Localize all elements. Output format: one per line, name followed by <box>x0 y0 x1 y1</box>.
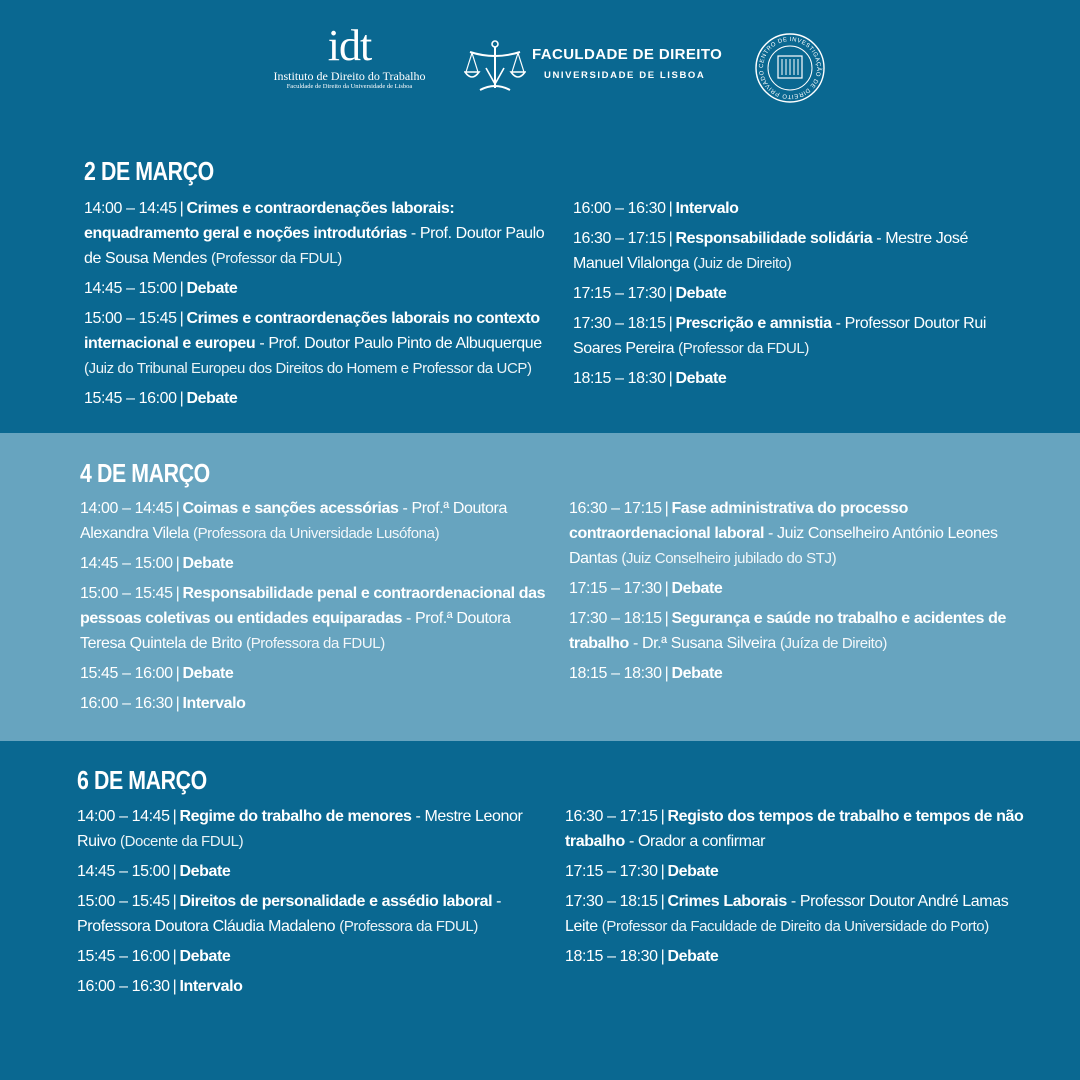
faculdade-direito-title: FACULDADE DE DIREITO <box>532 46 723 63</box>
session-title: Debate <box>186 390 238 407</box>
schedule-item <box>569 496 1019 571</box>
session-title: Regime do trabalho de menores <box>179 808 412 825</box>
session-speaker: - Juiz Conselheiro António Leones Dantas <box>569 525 998 567</box>
session-speaker: - Professor Doutor André Lamas Leite <box>565 893 1009 935</box>
separator-bar: | <box>668 230 673 247</box>
schedule-item <box>565 944 1025 969</box>
session-title: Intervalo <box>182 695 246 712</box>
session-title: Responsabilidade penal e contraordenacional das pessoas coletivas ou entidades equiparadas <box>80 585 546 627</box>
session-time: 17:30 – 18:15 <box>569 610 662 627</box>
schedule-right-column <box>569 496 1019 691</box>
separator-bar: | <box>660 893 665 910</box>
schedule-item <box>569 661 1019 686</box>
schedule-item <box>84 276 554 301</box>
session-time: 16:00 – 16:30 <box>77 978 170 995</box>
schedule-item <box>77 944 537 969</box>
speaker-affiliation: (Juiz Conselheiro jubilado do STJ) <box>621 550 837 567</box>
separator-bar: | <box>664 500 669 517</box>
day-section-6-marco <box>0 741 1080 1080</box>
session-time: 16:00 – 16:30 <box>80 695 173 712</box>
schedule-item <box>84 386 554 411</box>
session-time: 16:30 – 17:15 <box>565 808 658 825</box>
separator-bar: | <box>172 808 177 825</box>
speaker-affiliation: (Professora da FDUL) <box>339 918 478 935</box>
schedule-left-column <box>77 804 537 1004</box>
schedule-item <box>569 606 1019 656</box>
session-title: Debate <box>182 555 234 572</box>
separator-bar: | <box>668 370 673 387</box>
session-title: Direitos de personalidade e assédio laboral <box>179 893 493 910</box>
day-title: 4 DE MARÇO <box>80 458 210 488</box>
session-title: Intervalo <box>179 978 243 995</box>
cidp-ring-text: CENTRO DE INVESTIGAÇÃO DE DIREITO PRIVADO <box>758 36 822 100</box>
session-time: 18:15 – 18:30 <box>565 948 658 965</box>
speaker-affiliation: (Juiz de Direito) <box>693 255 792 272</box>
separator-bar: | <box>175 665 180 682</box>
separator-bar: | <box>664 665 669 682</box>
session-time: 15:45 – 16:00 <box>84 390 177 407</box>
session-speaker: - Prof.ª Doutora Alexandra Vilela <box>80 500 507 542</box>
session-speaker: - Mestre José Manuel Vilalonga <box>573 230 968 272</box>
session-title: Debate <box>186 280 238 297</box>
separator-bar: | <box>660 948 665 965</box>
schedule-item <box>80 691 555 716</box>
session-title: Crimes Laborais <box>667 893 787 910</box>
separator-bar: | <box>179 280 184 297</box>
session-time: 17:15 – 17:30 <box>573 285 666 302</box>
schedule-item <box>77 889 537 939</box>
schedule-item <box>77 804 537 854</box>
separator-bar: | <box>172 978 177 995</box>
day-section-4-marco <box>0 433 1080 741</box>
session-title: Debate <box>667 863 719 880</box>
speaker-affiliation: (Docente da FDUL) <box>119 833 244 850</box>
session-time: 14:00 – 14:45 <box>84 200 177 217</box>
speaker-affiliation: (Professor da Faculdade de Direito da Universidade do Porto) <box>601 918 989 935</box>
session-speaker: - Prof. Doutor Paulo Pinto de Albuquerque <box>255 335 542 352</box>
separator-bar: | <box>172 948 177 965</box>
session-time: 16:30 – 17:15 <box>569 500 662 517</box>
session-time: 16:00 – 16:30 <box>573 200 666 217</box>
session-speaker: - Orador a confirmar <box>624 833 766 850</box>
session-time: 18:15 – 18:30 <box>573 370 666 387</box>
session-title: Debate <box>667 948 719 965</box>
idt-logo-name: Instituto de Direito do Trabalho <box>273 69 426 83</box>
session-title: Segurança e saúde no trabalho e acidentes de trabalho <box>569 610 1006 652</box>
separator-bar: | <box>179 200 184 217</box>
schedule-item <box>573 366 1013 391</box>
session-title: Debate <box>179 948 231 965</box>
faculdade-direito-logo <box>464 38 724 94</box>
session-title: Debate <box>675 285 727 302</box>
session-time: 17:30 – 18:15 <box>565 893 658 910</box>
separator-bar: | <box>175 695 180 712</box>
session-time: 14:45 – 15:00 <box>77 863 170 880</box>
schedule-item <box>573 196 1013 221</box>
faculdade-direito-subtitle: UNIVERSIDADE DE LISBOA <box>544 70 706 81</box>
session-speaker: - Dr.ª Susana Silveira <box>628 635 776 652</box>
session-title: Debate <box>179 863 231 880</box>
speaker-affiliation: (Professor da FDUL) <box>678 340 809 357</box>
schedule-item <box>77 859 537 884</box>
separator-bar: | <box>179 310 184 327</box>
session-title: Debate <box>675 370 727 387</box>
header-logos <box>0 0 1080 130</box>
schedule-item <box>565 889 1025 939</box>
session-time: 15:00 – 15:45 <box>80 585 173 602</box>
separator-bar: | <box>668 315 673 332</box>
speaker-affiliation: (Juiz do Tribunal Europeu dos Direitos do Homem e Professor da UCP) <box>84 360 532 377</box>
session-time: 14:00 – 14:45 <box>80 500 173 517</box>
day-title: 2 DE MARÇO <box>84 156 214 186</box>
scales-of-justice-icon <box>464 38 526 94</box>
separator-bar: | <box>668 285 673 302</box>
speaker-affiliation: (Juíza de Direito) <box>779 635 887 652</box>
session-title: Fase administrativa do processo contraordenacional laboral <box>569 500 909 542</box>
schedule-item <box>80 496 555 546</box>
session-time: 17:30 – 18:15 <box>573 315 666 332</box>
schedule-item <box>573 311 1013 361</box>
schedule-item <box>565 859 1025 884</box>
separator-bar: | <box>175 555 180 572</box>
session-speaker: - Mestre Leonor Ruivo <box>77 808 523 850</box>
session-time: 15:45 – 16:00 <box>80 665 173 682</box>
session-title: Coimas e sanções acessórias <box>182 500 399 517</box>
separator-bar: | <box>660 863 665 880</box>
session-time: 17:15 – 17:30 <box>569 580 662 597</box>
schedule-item <box>80 581 555 656</box>
speaker-affiliation: (Professora da Universidade Lusófona) <box>192 525 440 542</box>
separator-bar: | <box>175 500 180 517</box>
session-time: 15:45 – 16:00 <box>77 948 170 965</box>
cidp-seal-logo <box>754 32 826 104</box>
speaker-affiliation: (Professor da FDUL) <box>211 250 342 267</box>
day-title: 6 DE MARÇO <box>77 765 207 795</box>
session-title: Prescrição e amnistia <box>675 315 832 332</box>
session-title: Debate <box>671 580 723 597</box>
schedule-left-column <box>80 496 555 721</box>
schedule-item <box>80 551 555 576</box>
schedule-item <box>84 306 554 381</box>
session-title: Crimes e contraordenações laborais no contexto internacional e europeu <box>84 310 540 352</box>
session-time: 15:00 – 15:45 <box>77 893 170 910</box>
schedule-item <box>565 804 1025 854</box>
session-speaker: - Prof.ª Doutora Teresa Quintela de Brito <box>80 610 511 652</box>
separator-bar: | <box>660 808 665 825</box>
schedule-left-column <box>84 196 554 416</box>
session-time: 14:45 – 15:00 <box>80 555 173 572</box>
separator-bar: | <box>179 390 184 407</box>
schedule-item <box>569 576 1019 601</box>
session-time: 18:15 – 18:30 <box>569 665 662 682</box>
schedule-right-column <box>565 804 1025 974</box>
separator-bar: | <box>664 580 669 597</box>
day-section-2-marco <box>0 130 1080 433</box>
schedule-item <box>573 226 1013 276</box>
session-time: 16:30 – 17:15 <box>573 230 666 247</box>
schedule-item <box>80 661 555 686</box>
separator-bar: | <box>172 863 177 880</box>
separator-bar: | <box>668 200 673 217</box>
schedule-right-column <box>573 196 1013 396</box>
session-time: 14:45 – 15:00 <box>84 280 177 297</box>
session-speaker: - Professora Doutora Cláudia Madaleno <box>77 893 502 935</box>
schedule-item <box>77 974 537 999</box>
separator-bar: | <box>175 585 180 602</box>
separator-bar: | <box>172 893 177 910</box>
session-time: 14:00 – 14:45 <box>77 808 170 825</box>
session-time: 15:00 – 15:45 <box>84 310 177 327</box>
session-speaker: - Prof. Doutor Paulo de Sousa Mendes <box>84 225 545 267</box>
session-title: Intervalo <box>675 200 739 217</box>
schedule-item <box>84 196 554 271</box>
session-speaker: - Professor Doutor Rui Soares Pereira <box>573 315 986 357</box>
session-time: 17:15 – 17:30 <box>565 863 658 880</box>
speaker-affiliation: (Professora da FDUL) <box>246 635 385 652</box>
session-title: Debate <box>182 665 234 682</box>
separator-bar: | <box>664 610 669 627</box>
session-title: Responsabilidade solidária <box>675 230 873 247</box>
idt-logo <box>262 21 437 91</box>
schedule-item <box>573 281 1013 306</box>
idt-logo-subtitle: Faculdade de Direito da Universidade de Lisboa <box>286 83 413 90</box>
session-title: Debate <box>671 665 723 682</box>
session-title: Registo dos tempos de trabalho e tempos de não trabalho <box>565 808 1024 850</box>
session-title: Crimes e contraordenações laborais: enquadramento geral e noções introdutórias <box>84 200 455 242</box>
idt-logo-mark: idt <box>327 21 372 70</box>
